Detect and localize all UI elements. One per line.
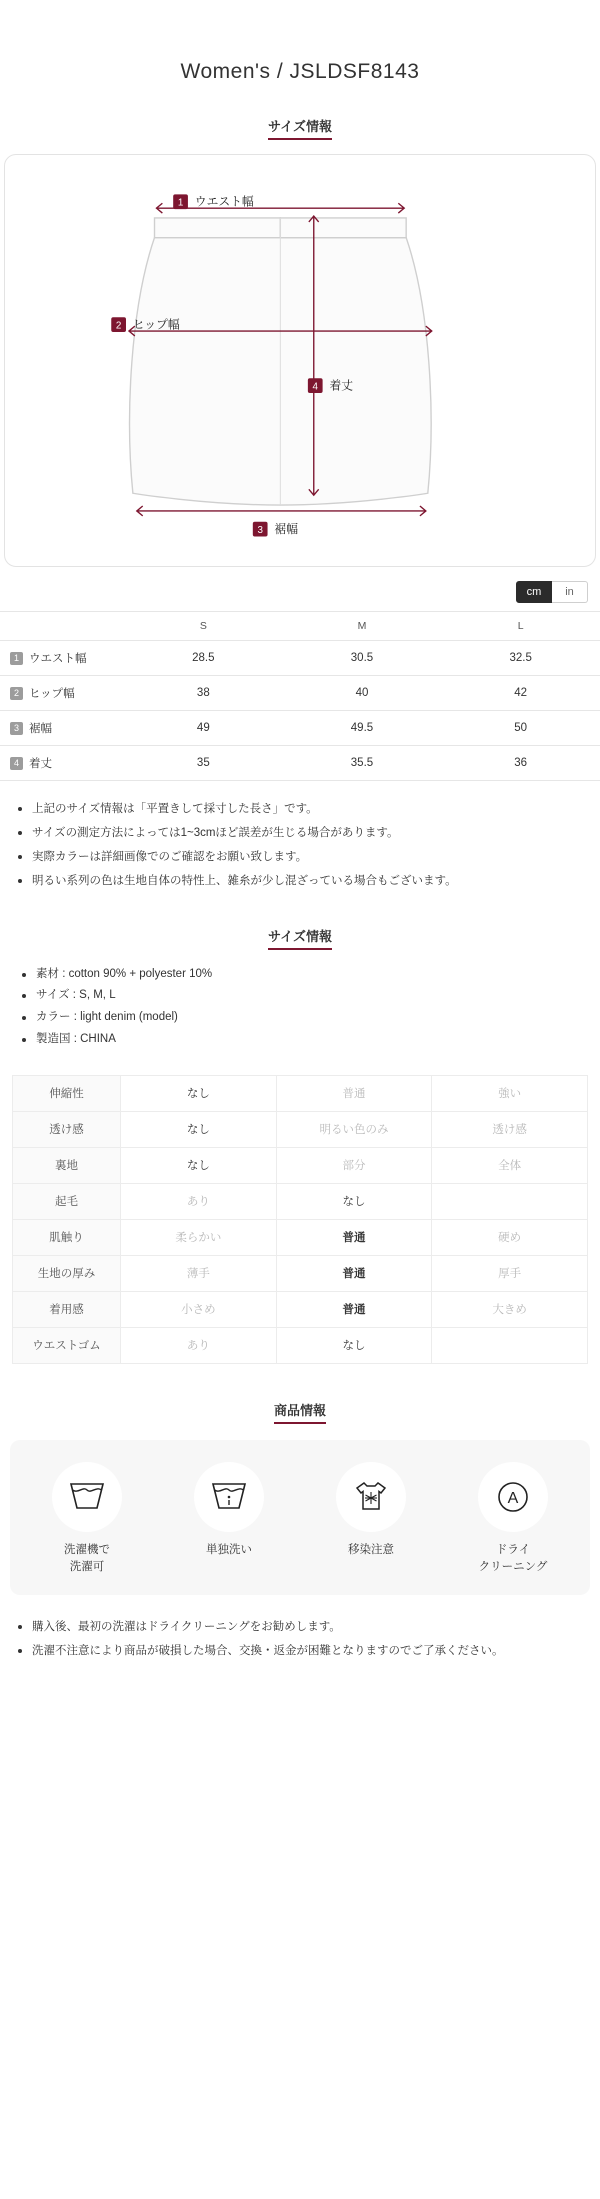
row-number-badge: 3 [10,722,23,735]
table-row [0,711,600,746]
hip-label [111,317,180,332]
product-info-heading-text: 商品情報 [274,1400,326,1424]
care-label-dry-clean: ドライ クリーニング [478,1543,548,1573]
attr-label-lining: 裏地 [13,1147,121,1183]
attr-label-thickness: 生地の厚み [13,1255,121,1291]
size-table-col-s: S [124,612,283,641]
length-label [308,378,353,393]
material-info-heading-text: サイズ情報 [268,926,332,950]
skirt-measurement-diagram [9,159,591,562]
size-table [0,611,600,781]
fabric-attribute-table [12,1075,588,1364]
dry-clean-icon-glyph [494,1478,532,1516]
svg-text:ヒップ幅: ヒップ幅 [132,318,180,332]
care-label-hand-wash: 単独洗い [206,1543,252,1556]
svg-text:4: 4 [312,381,318,393]
table-row [13,1255,588,1291]
care-item-machine-wash [27,1462,147,1575]
washing-machine-icon-glyph [66,1480,108,1514]
waist-measure-line [156,203,404,213]
attr-option-stretch-0: なし [121,1075,277,1111]
size-value-hem-l: 50 [441,711,600,746]
size-value-length-l: 36 [441,746,600,781]
attr-option-stretch-2: 強い [432,1075,588,1111]
row-number-badge: 4 [10,757,23,770]
care-label-color-transfer: 移染注意 [348,1543,394,1556]
svg-text:裾幅: 裾幅 [274,523,299,537]
attr-option-napping-2 [432,1183,588,1219]
list-item: 洗濯不注意により商品が破損した場合、交換・返金が困難となりますのでご了承ください。 [18,1641,586,1661]
list-item: 明るい系列の色は生地自体の特性上、雑糸が少し混ざっている場合もございます。 [18,871,586,891]
size-value-hip-m: 40 [283,676,442,711]
attr-option-stretch-1: 普通 [276,1075,432,1111]
size-value-waist-m: 30.5 [283,641,442,676]
attr-label-fit: 着用感 [13,1291,121,1327]
table-row [13,1327,588,1363]
care-item-hand-wash [169,1462,289,1575]
attr-option-waist-elastic-0: あり [121,1327,277,1363]
footer-notes-list [0,1617,600,1661]
size-value-hip-s: 38 [124,676,283,711]
table-row [13,1219,588,1255]
attr-option-texture-0: 柔らかい [121,1219,277,1255]
attr-option-waist-elastic-1: なし [276,1327,432,1363]
size-row-label-hip [0,676,124,711]
color-transfer-icon-glyph [351,1479,391,1515]
attr-option-waist-elastic-2 [432,1327,588,1363]
size-info-heading [0,116,600,140]
row-number-badge: 2 [10,687,23,700]
attr-option-fit-0: 小さめ [121,1291,277,1327]
attr-option-napping-0: あり [121,1183,277,1219]
size-value-waist-s: 28.5 [124,641,283,676]
attr-label-waist-elastic: ウエストゴム [13,1327,121,1363]
attr-option-napping-1: なし [276,1183,432,1219]
care-label-machine-wash: 洗濯機で 洗濯可 [64,1543,110,1573]
hand-wash-icon-glyph [208,1480,250,1514]
attr-option-fit-1: 普通 [276,1291,432,1327]
unit-cm-button[interactable]: cm [516,581,552,603]
size-notes-list [0,799,600,892]
size-row-label-length [0,746,124,781]
list-item: サイズ : S, M, L [22,985,586,1007]
unit-toggle[interactable] [0,581,588,603]
table-row [0,641,600,676]
svg-text:A: A [507,1489,519,1507]
hem-measure-line [137,506,426,516]
attr-option-sheerness-0: なし [121,1111,277,1147]
table-row [13,1183,588,1219]
row-label-text: ヒップ幅 [29,688,75,701]
color-transfer-icon [336,1462,406,1532]
row-number-badge: 1 [10,652,23,665]
svg-text:1: 1 [177,197,184,209]
attr-option-thickness-0: 薄手 [121,1255,277,1291]
attr-option-lining-2: 全体 [432,1147,588,1183]
dry-clean-icon [478,1462,548,1532]
size-row-label-hem [0,711,124,746]
size-diagram-panel [4,154,596,567]
table-row [13,1291,588,1327]
attr-option-lining-1: 部分 [276,1147,432,1183]
attr-option-texture-1: 普通 [276,1219,432,1255]
list-item: 上記のサイズ情報は「平置きして採寸した長さ」です。 [18,799,586,819]
size-info-heading-text: サイズ情報 [268,116,332,140]
list-item: サイズの測定方法によっては1~3cmほど誤差が生じる場合があります。 [18,823,586,843]
attr-option-sheerness-1: 明るい色のみ [276,1111,432,1147]
table-row [0,676,600,711]
size-value-hem-s: 49 [124,711,283,746]
attr-option-texture-2: 硬め [432,1219,588,1255]
care-item-color-transfer [311,1462,431,1575]
svg-text:ウエスト幅: ウエスト幅 [194,195,254,209]
care-item-dry-clean [453,1462,573,1575]
svg-text:着丈: 着丈 [329,379,354,393]
table-row [13,1075,588,1111]
care-instructions-panel [10,1440,590,1595]
list-item: 素材 : cotton 90% + polyester 10% [22,964,586,986]
list-item: 実際カラーは詳細画像でのご確認をお願い致します。 [18,847,586,867]
row-label-text: 着丈 [29,758,52,771]
attr-option-thickness-1: 普通 [276,1255,432,1291]
hand-wash-icon [194,1462,264,1532]
size-value-waist-l: 32.5 [441,641,600,676]
list-item: 製造国 : CHINA [22,1029,586,1051]
size-value-hip-l: 42 [441,676,600,711]
attr-option-lining-0: なし [121,1147,277,1183]
list-item: 購入後、最初の洗濯はドライクリーニングをお勧めします。 [18,1617,586,1637]
waist-label [173,194,254,209]
size-value-length-s: 35 [124,746,283,781]
attr-option-sheerness-2: 透け感 [432,1111,588,1147]
table-row [0,746,600,781]
list-item: カラー : light denim (model) [22,1007,586,1029]
size-row-label-waist [0,641,124,676]
attr-label-sheerness: 透け感 [13,1111,121,1147]
washing-machine-icon [52,1462,122,1532]
svg-text:2: 2 [115,320,122,332]
row-label-text: ウエスト幅 [29,653,87,666]
unit-in-button[interactable]: in [552,581,588,603]
svg-text:3: 3 [257,525,263,537]
product-info-heading [0,1400,600,1424]
attr-label-texture: 肌触り [13,1219,121,1255]
attr-option-fit-2: 大きめ [432,1291,588,1327]
size-table-col-m: M [283,612,442,641]
size-table-col-l: L [441,612,600,641]
material-spec-list [0,964,600,1051]
attr-label-stretch: 伸縮性 [13,1075,121,1111]
table-row [13,1147,588,1183]
size-table-col-blank [0,612,124,641]
table-row [13,1111,588,1147]
size-value-length-m: 35.5 [283,746,442,781]
size-table-header-row [0,612,600,641]
page-title: Women's / JSLDSF8143 [180,60,420,83]
material-info-heading [0,926,600,950]
attr-label-napping: 起毛 [13,1183,121,1219]
hem-label [253,522,298,537]
attr-option-thickness-2: 厚手 [432,1255,588,1291]
row-label-text: 裾幅 [29,723,52,736]
size-value-hem-m: 49.5 [283,711,442,746]
